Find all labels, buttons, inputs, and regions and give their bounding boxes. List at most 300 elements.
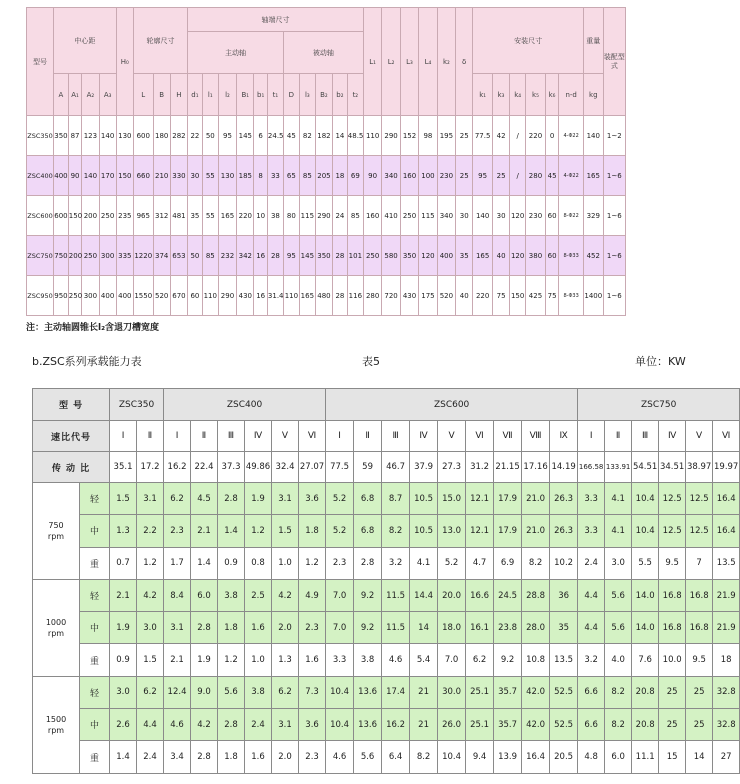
ratio-code-cell: Ⅱ — [605, 421, 632, 452]
dim-cell: 60 — [545, 236, 559, 276]
ratio-code-cell: Ⅵ — [713, 421, 740, 452]
dim-cell: 80 — [283, 196, 299, 236]
capacity-cell: 12.1 — [466, 515, 494, 547]
capacity-cell: 3.3 — [578, 483, 605, 515]
capacity-cell: 16.6 — [466, 579, 494, 611]
capacity-cell: 14.0 — [632, 612, 659, 644]
speed-unit: rpm — [47, 725, 65, 735]
ratio-cell: 59 — [354, 452, 382, 483]
cap-hdr-model: 型 号 — [33, 389, 110, 421]
dim-cell-model: ZSC400 — [27, 156, 54, 196]
dim-cell: 160 — [363, 196, 381, 236]
capacity-cell: 2.6 — [110, 709, 137, 741]
dim-cell: 165 — [218, 196, 236, 236]
capacity-cell: 4.2 — [272, 579, 299, 611]
ratio-code-cell: Ⅱ — [137, 421, 164, 452]
dim-cell: 600 — [133, 116, 153, 156]
cap-model-zsc350: ZSC350 — [110, 389, 164, 421]
capacity-cell: 4.5 — [191, 483, 218, 515]
ratio-code-cell: Ⅳ — [410, 421, 438, 452]
dim-cell: 116 — [347, 276, 363, 316]
hdr-install: 安装尺寸 — [473, 8, 584, 74]
capacity-cell: 10.4 — [438, 741, 466, 773]
dim-cell: 340 — [437, 196, 455, 236]
ratio-cell: 21.15 — [494, 452, 522, 483]
dim-cell: 230 — [437, 156, 455, 196]
hdr-b2: b₂ — [333, 74, 348, 116]
dim-cell: 220 — [473, 276, 493, 316]
capacity-cell: 4.1 — [605, 483, 632, 515]
capacity-cell: 6.6 — [578, 709, 605, 741]
speed-label — [33, 579, 80, 676]
dim-row — [27, 236, 626, 276]
dim-cell: 140 — [99, 116, 116, 156]
hdr-driven-shaft: 被动轴 — [283, 32, 363, 74]
dim-cell: 4-Φ22 — [559, 156, 584, 196]
capacity-cell: 25.1 — [466, 676, 494, 708]
dim-cell: 100 — [419, 156, 437, 196]
capacity-cell: 2.3 — [299, 741, 326, 773]
dim-cell: 670 — [170, 276, 187, 316]
dim-cell: 16 — [254, 236, 268, 276]
load-label: 轻 — [80, 483, 110, 515]
dim-cell: 1550 — [133, 276, 153, 316]
dim-cell: 85 — [299, 156, 315, 196]
capacity-cell: 3.0 — [605, 547, 632, 579]
ratio-code-cell: Ⅲ — [382, 421, 410, 452]
dim-cell: 150 — [68, 196, 82, 236]
capacity-cell: 23.8 — [494, 612, 522, 644]
capacity-cell: 28.8 — [522, 579, 550, 611]
capacity-cell: 1.2 — [137, 547, 164, 579]
capacity-cell: 7 — [686, 547, 713, 579]
hdr-k1: k₁ — [473, 74, 493, 116]
ratio-cell: 46.7 — [382, 452, 410, 483]
dim-cell: 329 — [583, 196, 603, 236]
ratio-code-cell: Ⅴ — [686, 421, 713, 452]
dim-cell: 195 — [437, 116, 455, 156]
dim-cell: 400 — [437, 236, 455, 276]
capacity-cell: 6.0 — [605, 741, 632, 773]
speed-value: 1000 — [45, 617, 67, 627]
capacity-cell: 8.7 — [382, 483, 410, 515]
capacity-cell: 8.4 — [164, 579, 191, 611]
ratio-code-cell: Ⅴ — [272, 421, 299, 452]
capacity-cell: 5.6 — [218, 676, 245, 708]
capacity-cell: 18.0 — [438, 612, 466, 644]
capacity-cell: 6.2 — [466, 644, 494, 676]
load-label: 轻 — [80, 676, 110, 708]
capacity-cell: 1.6 — [245, 741, 272, 773]
capacity-cell: 2.3 — [299, 612, 326, 644]
dim-cell: 31.4 — [267, 276, 283, 316]
capacity-cell: 5.2 — [326, 515, 354, 547]
ratio-cell: 14.19 — [550, 452, 578, 483]
dim-cell: 8-Φ33 — [559, 276, 584, 316]
dim-cell: 250 — [68, 276, 82, 316]
dim-cell: 123 — [82, 116, 99, 156]
hdr-L2: L₂ — [382, 8, 400, 116]
dim-cell: 16 — [254, 276, 268, 316]
capacity-cell: 9.2 — [354, 612, 382, 644]
dim-cell: 110 — [363, 116, 381, 156]
dim-cell: 130 — [218, 156, 236, 196]
load-label: 重 — [80, 644, 110, 676]
capacity-cell: 4.8 — [578, 741, 605, 773]
capacity-cell: 12.5 — [659, 483, 686, 515]
load-label: 中 — [80, 709, 110, 741]
capacity-cell: 17.9 — [494, 515, 522, 547]
capacity-cell: 3.0 — [137, 612, 164, 644]
dim-cell: 175 — [419, 276, 437, 316]
capacity-cell: 3.8 — [354, 644, 382, 676]
capacity-cell: 10.5 — [410, 515, 438, 547]
capacity-cell: 3.8 — [218, 579, 245, 611]
capacity-cell: 2.4 — [245, 709, 272, 741]
ratio-cell: 16.2 — [164, 452, 191, 483]
load-row — [33, 483, 740, 515]
dim-cell: 340 — [382, 156, 400, 196]
capacity-cell: 1.5 — [137, 644, 164, 676]
dim-cell: 210 — [153, 156, 170, 196]
capacity-cell: 1.4 — [218, 515, 245, 547]
hdr-H: H — [170, 74, 187, 116]
capacity-cell: 21.9 — [713, 612, 740, 644]
capacity-cell: 10.8 — [522, 644, 550, 676]
hdr-l2: l₂ — [218, 74, 236, 116]
capacity-cell: 1.0 — [245, 644, 272, 676]
ratio-cell: 37.9 — [410, 452, 438, 483]
hdr-shaft-size: 轴端尺寸 — [188, 8, 364, 32]
ratio-cell: 37.3 — [218, 452, 245, 483]
capacity-cell: 8.2 — [605, 709, 632, 741]
load-row — [33, 709, 740, 741]
capacity-cell: 10.0 — [659, 644, 686, 676]
dim-row — [27, 196, 626, 236]
capacity-cell: 13.6 — [354, 676, 382, 708]
dim-cell: 85 — [202, 236, 218, 276]
dim-cell: 150 — [116, 156, 133, 196]
hdr-weight: 重量 — [583, 8, 603, 74]
dim-cell: 200 — [68, 236, 82, 276]
capacity-cell: 13.9 — [494, 741, 522, 773]
capacity-cell: 1.0 — [272, 547, 299, 579]
ratio-cell: 38.97 — [686, 452, 713, 483]
dim-cell: 101 — [347, 236, 363, 276]
dim-cell-model: ZSC350 — [27, 116, 54, 156]
cap-model-zsc400: ZSC400 — [164, 389, 326, 421]
capacity-cell: 2.8 — [218, 709, 245, 741]
capacity-cell: 13.6 — [354, 709, 382, 741]
cap-hdr-ratio: 传 动 比 — [33, 452, 110, 483]
speed-label — [33, 483, 80, 580]
cap-model-zsc600: ZSC600 — [326, 389, 578, 421]
dim-cell: 312 — [153, 196, 170, 236]
hdr-A1: A₁ — [68, 74, 82, 116]
dim-cell: 140 — [583, 116, 603, 156]
dim-cell: 25 — [456, 156, 473, 196]
capacity-cell: 13.5 — [550, 644, 578, 676]
dim-cell: 90 — [363, 156, 381, 196]
dim-cell: 152 — [400, 116, 418, 156]
hdr-kg: kg — [583, 74, 603, 116]
dim-cell: 250 — [82, 236, 99, 276]
hdr-t2: t₂ — [347, 74, 363, 116]
ratio-code-cell: Ⅱ — [191, 421, 218, 452]
dim-cell: 75 — [545, 276, 559, 316]
ratio-code-cell: Ⅰ — [578, 421, 605, 452]
dim-cell: 232 — [218, 236, 236, 276]
dim-cell: / — [510, 156, 526, 196]
capacity-cell: 9.0 — [191, 676, 218, 708]
capacity-cell: 1.9 — [191, 644, 218, 676]
capacity-cell: 2.8 — [191, 741, 218, 773]
capacity-cell: 9.5 — [686, 644, 713, 676]
dim-cell: 950 — [54, 276, 69, 316]
dim-cell: 330 — [170, 156, 187, 196]
ratio-cell: 166.58 — [578, 452, 605, 483]
hdr-contour: 轮廓尺寸 — [133, 8, 187, 74]
ratio-code-cell: Ⅵ — [466, 421, 494, 452]
ratio-code-cell: Ⅶ — [494, 421, 522, 452]
capacity-cell: 6.2 — [272, 676, 299, 708]
capacity-cell: 20.0 — [438, 579, 466, 611]
capacity-cell: 10.4 — [326, 676, 354, 708]
hdr-L1: L₁ — [363, 8, 381, 116]
dim-cell: 150 — [510, 276, 526, 316]
load-label: 重 — [80, 547, 110, 579]
dim-row — [27, 116, 626, 156]
capacity-cell: 36 — [550, 579, 578, 611]
ratio-cell: 17.16 — [522, 452, 550, 483]
hdr-k5: k₅ — [526, 74, 546, 116]
capacity-cell: 2.1 — [191, 515, 218, 547]
capacity-cell: 7.0 — [326, 579, 354, 611]
hdr-b1: b₁ — [254, 74, 268, 116]
capacity-cell: 5.6 — [354, 741, 382, 773]
ratio-cell: 35.1 — [110, 452, 137, 483]
hdr-A2: A₂ — [82, 74, 99, 116]
capacity-cell: 6.8 — [354, 483, 382, 515]
capacity-cell: 8.2 — [382, 515, 410, 547]
dim-cell: 1220 — [133, 236, 153, 276]
capacity-cell: 25 — [659, 709, 686, 741]
hdr-A: A — [54, 74, 69, 116]
capacity-cell: 2.3 — [164, 515, 191, 547]
capacity-cell: 4.7 — [466, 547, 494, 579]
capacity-cell: 6.6 — [578, 676, 605, 708]
capacity-cell: 10.2 — [550, 547, 578, 579]
dim-cell: 280 — [363, 276, 381, 316]
dim-cell: 30 — [188, 156, 203, 196]
capacity-cell: 4.4 — [137, 709, 164, 741]
capacity-cell: 2.0 — [272, 612, 299, 644]
dim-cell: 24.5 — [267, 116, 283, 156]
dim-cell: 350 — [315, 236, 332, 276]
capacity-cell: 1.7 — [164, 547, 191, 579]
ratio-code-cell: Ⅰ — [110, 421, 137, 452]
dim-cell: 380 — [526, 236, 546, 276]
dim-cell: 205 — [315, 156, 332, 196]
dim-cell: 65 — [283, 156, 299, 196]
ratio-cell: 27.07 — [299, 452, 326, 483]
capacity-cell: 52.5 — [550, 676, 578, 708]
dim-cell: 160 — [400, 156, 418, 196]
capacity-cell: 20.5 — [550, 741, 578, 773]
capacity-cell: 1.8 — [218, 612, 245, 644]
dim-cell: 600 — [54, 196, 69, 236]
capacity-cell: 2.4 — [578, 547, 605, 579]
capacity-cell: 3.2 — [382, 547, 410, 579]
capacity-cell: 25 — [686, 709, 713, 741]
cap-model-zsc750: ZSC750 — [578, 389, 740, 421]
capacity-cell: 3.4 — [164, 741, 191, 773]
dim-cell: 35 — [456, 236, 473, 276]
capacity-cell: 42.0 — [522, 676, 550, 708]
capacity-cell: 12.4 — [164, 676, 191, 708]
dim-cell: 42 — [492, 116, 509, 156]
capacity-cell: 12.5 — [686, 515, 713, 547]
capacity-cell: 0.9 — [110, 644, 137, 676]
capacity-cell: 25.1 — [466, 709, 494, 741]
capacity-cell: 4.4 — [578, 579, 605, 611]
dim-cell: 28 — [333, 276, 348, 316]
capacity-cell: 16.8 — [659, 579, 686, 611]
capacity-cell: 21.0 — [522, 483, 550, 515]
footnote: 注：主动轴圆锥长l₂含退刀槽宽度 — [26, 323, 160, 333]
capacity-cell: 8.2 — [522, 547, 550, 579]
dim-cell: 4-Φ22 — [559, 116, 584, 156]
dim-cell: 40 — [456, 276, 473, 316]
dim-cell: 1400 — [583, 276, 603, 316]
capacity-cell: 26.3 — [550, 483, 578, 515]
dim-cell: 95 — [283, 236, 299, 276]
dim-cell: 185 — [237, 156, 254, 196]
capacity-cell: 4.4 — [578, 612, 605, 644]
capacity-cell: 14.4 — [410, 579, 438, 611]
capacity-cell: 6.2 — [137, 676, 164, 708]
dim-cell: 350 — [54, 116, 69, 156]
hdr-L: L — [133, 74, 153, 116]
capacity-cell: 2.2 — [137, 515, 164, 547]
load-row — [33, 676, 740, 708]
capacity-cell: 1.2 — [299, 547, 326, 579]
dim-cell: 14 — [333, 116, 348, 156]
capacity-cell: 35.7 — [494, 676, 522, 708]
ratio-code-cell: Ⅴ — [438, 421, 466, 452]
capacity-cell: 7.6 — [632, 644, 659, 676]
capacity-cell: 16.8 — [659, 612, 686, 644]
capacity-cell: 26.0 — [438, 709, 466, 741]
dim-cell: 481 — [170, 196, 187, 236]
dim-cell: 165 — [299, 276, 315, 316]
dim-cell: 400 — [54, 156, 69, 196]
hdr-B1: B₁ — [237, 74, 254, 116]
capacity-cell: 30.0 — [438, 676, 466, 708]
capacity-cell: 52.5 — [550, 709, 578, 741]
dim-cell: 55 — [202, 196, 218, 236]
dim-cell: 30 — [456, 196, 473, 236]
capacity-cell: 5.2 — [326, 483, 354, 515]
load-label: 重 — [80, 741, 110, 773]
dim-cell: 120 — [510, 236, 526, 276]
capacity-cell: 25 — [686, 676, 713, 708]
hdr-l3: l₃ — [299, 74, 315, 116]
dim-cell: 660 — [133, 156, 153, 196]
capacity-cell: 0.7 — [110, 547, 137, 579]
ratio-cell: 32.4 — [272, 452, 299, 483]
capacity-cell: 3.1 — [272, 483, 299, 515]
dim-cell: 1~6 — [603, 156, 625, 196]
ratio-cell: 17.2 — [137, 452, 164, 483]
load-row — [33, 741, 740, 773]
hdr-B: B — [153, 74, 170, 116]
dim-cell: 220 — [237, 196, 254, 236]
dim-cell: 250 — [99, 196, 116, 236]
ratio-cell: 77.5 — [326, 452, 354, 483]
dim-cell: 170 — [99, 156, 116, 196]
capacity-cell: 16.1 — [466, 612, 494, 644]
table-number: 表5 — [362, 355, 380, 368]
capacity-cell: 3.2 — [578, 644, 605, 676]
speed-value: 1500 — [45, 714, 67, 724]
capacity-cell: 10.4 — [632, 515, 659, 547]
capacity-cell: 7.0 — [438, 644, 466, 676]
ratio-code-cell: Ⅲ — [632, 421, 659, 452]
hdr-h0: H₀ — [116, 8, 133, 116]
dim-cell: 235 — [116, 196, 133, 236]
dim-cell-model: ZSC950 — [27, 276, 54, 316]
dim-cell: 50 — [202, 116, 218, 156]
dim-cell: 520 — [153, 276, 170, 316]
capacity-cell: 3.6 — [299, 709, 326, 741]
capacity-cell: 1.5 — [110, 483, 137, 515]
capacity-cell: 1.9 — [245, 483, 272, 515]
dim-cell: 6 — [254, 116, 268, 156]
capacity-cell: 12.5 — [686, 483, 713, 515]
dim-cell: 1~2 — [603, 116, 625, 156]
capacity-cell: 5.4 — [410, 644, 438, 676]
ratio-cell: 27.3 — [438, 452, 466, 483]
dim-cell: 115 — [419, 196, 437, 236]
hdr-L4: L₄ — [419, 8, 437, 116]
capacity-cell: 16.4 — [522, 741, 550, 773]
dim-cell: 33 — [267, 156, 283, 196]
dim-cell: 300 — [82, 276, 99, 316]
capacity-cell: 2.3 — [326, 547, 354, 579]
dim-cell: 350 — [400, 236, 418, 276]
dim-cell: 35 — [188, 196, 203, 236]
dim-cell: 24 — [333, 196, 348, 236]
capacity-cell: 21 — [410, 676, 438, 708]
capacity-cell: 2.8 — [354, 547, 382, 579]
load-row — [33, 644, 740, 676]
capacity-cell: 4.9 — [299, 579, 326, 611]
capacity-cell: 4.6 — [326, 741, 354, 773]
hdr-assembly: 装配型式 — [603, 8, 625, 116]
dim-cell: 95 — [218, 116, 236, 156]
capacity-cell: 0.8 — [245, 547, 272, 579]
capacity-cell: 15 — [659, 741, 686, 773]
capacity-cell: 14.0 — [632, 579, 659, 611]
capacity-cell: 12.5 — [659, 515, 686, 547]
dim-cell: / — [510, 116, 526, 156]
dim-cell: 965 — [133, 196, 153, 236]
dim-cell: 0 — [545, 116, 559, 156]
dim-cell: 165 — [583, 156, 603, 196]
capacity-cell: 4.2 — [191, 709, 218, 741]
hdr-center-distance: 中心距 — [54, 8, 117, 74]
